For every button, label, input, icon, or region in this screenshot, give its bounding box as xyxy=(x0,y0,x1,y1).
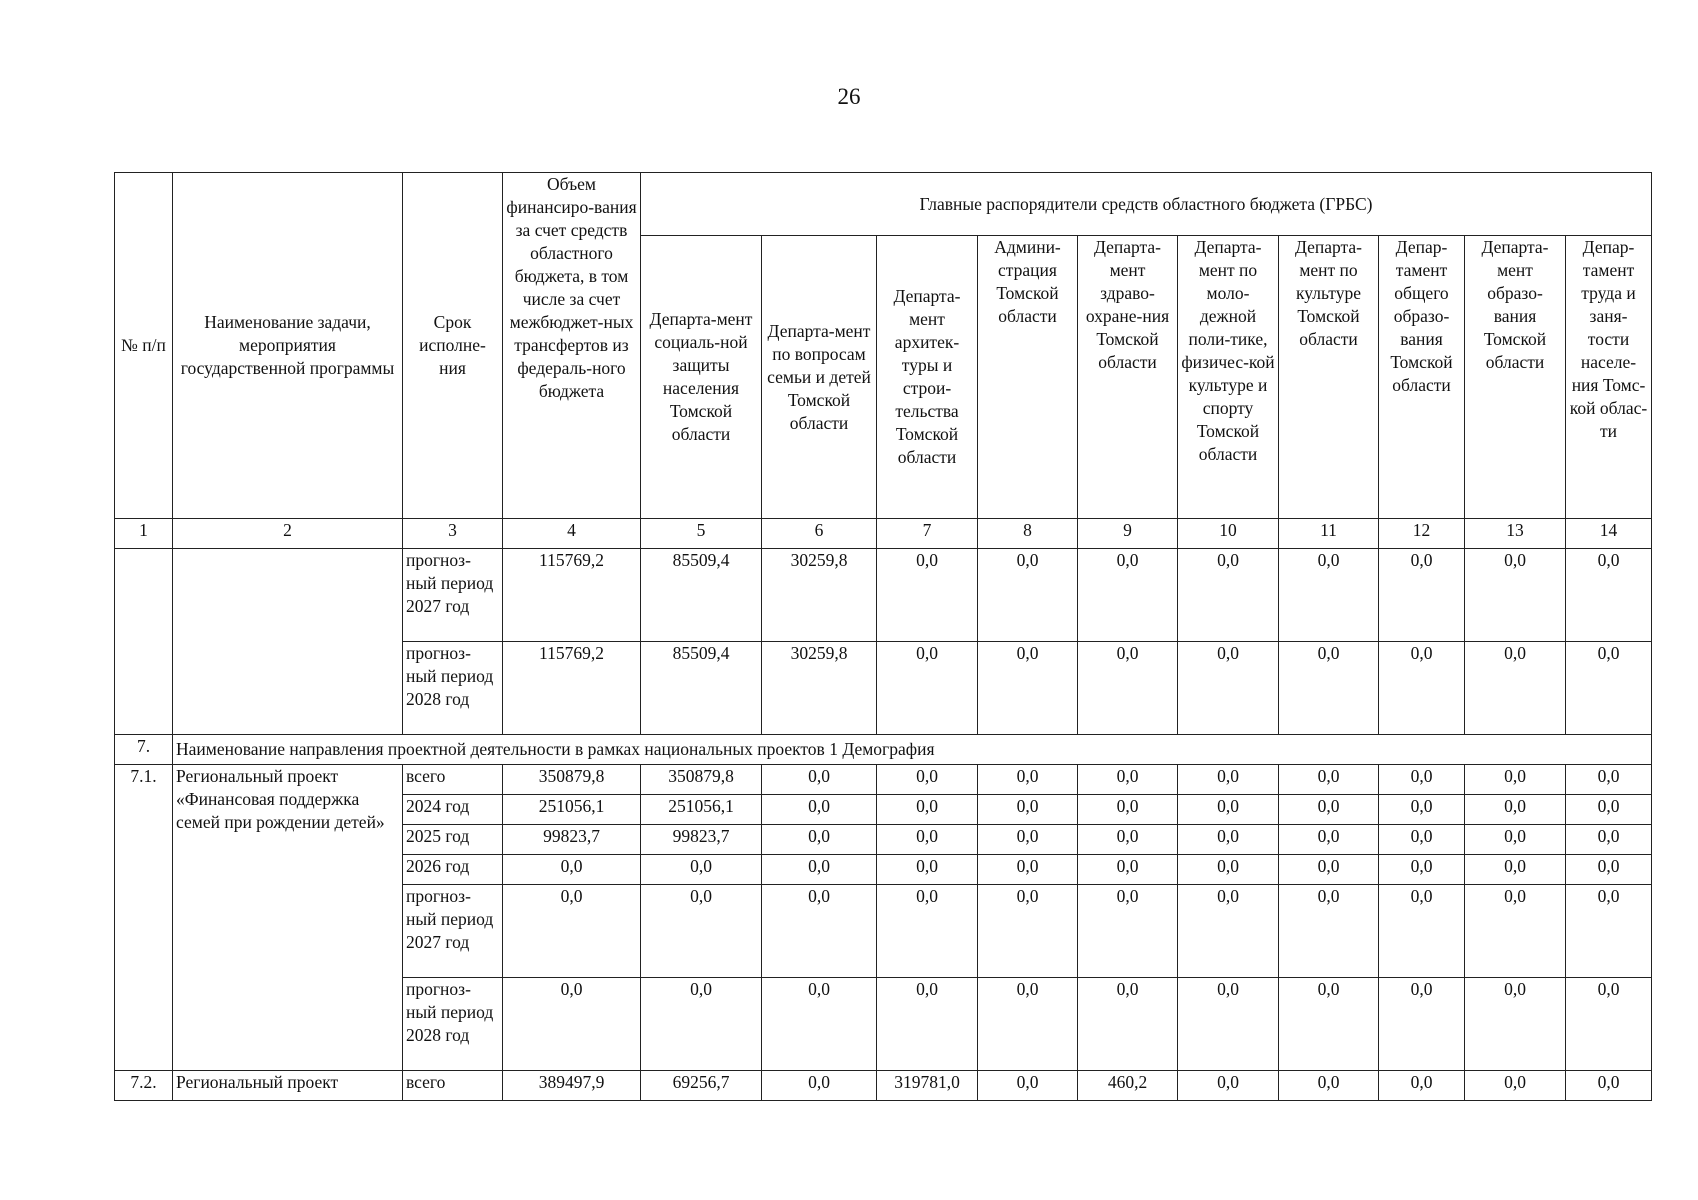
value-cell: 69256,7 xyxy=(641,1071,762,1101)
value-cell: 0,0 xyxy=(1379,795,1465,825)
column-number: 11 xyxy=(1279,519,1379,549)
table-row xyxy=(115,549,1652,642)
value-cell: 0,0 xyxy=(1078,855,1178,885)
value-cell: 0,0 xyxy=(978,642,1078,735)
column-number: 8 xyxy=(978,519,1078,549)
value-cell: 30259,8 xyxy=(762,549,877,642)
value-cell: 0,0 xyxy=(978,795,1078,825)
header-volume: Объем финансиро-вания за счет средств областного бюджета, в том числе за счет межбюджет-ных трансфертов из федераль-ного бюджета xyxy=(503,173,641,519)
value-cell: 0,0 xyxy=(1465,765,1566,795)
value-cell: 0,0 xyxy=(641,885,762,978)
value-cell: 0,0 xyxy=(877,885,978,978)
header-dept: Департа-мент по вопросам семьи и детей Томской области xyxy=(762,236,877,519)
value-cell: 99823,7 xyxy=(503,825,641,855)
value-cell: 0,0 xyxy=(1379,885,1465,978)
column-number: 6 xyxy=(762,519,877,549)
value-cell: 0,0 xyxy=(1178,885,1279,978)
value-cell: 0,0 xyxy=(1566,765,1652,795)
page-number: 26 xyxy=(837,84,861,109)
value-cell: 0,0 xyxy=(641,855,762,885)
header-num: № п/п xyxy=(115,173,173,519)
value-cell: 0,0 xyxy=(877,855,978,885)
value-cell: 0,0 xyxy=(641,978,762,1071)
value-cell: 0,0 xyxy=(1465,825,1566,855)
value-cell: 0,0 xyxy=(1379,825,1465,855)
value-cell: 0,0 xyxy=(1465,978,1566,1071)
value-cell: 0,0 xyxy=(1078,795,1178,825)
value-cell: 115769,2 xyxy=(503,549,641,642)
row-term: 2026 год xyxy=(403,855,503,885)
value-cell: 0,0 xyxy=(503,978,641,1071)
value-cell: 0,0 xyxy=(1279,795,1379,825)
section-title: Наименование направления проектной деятельности в рамках национальных проектов 1 Демография xyxy=(173,735,1652,765)
value-cell: 0,0 xyxy=(978,765,1078,795)
value-cell: 0,0 xyxy=(762,855,877,885)
value-cell: 0,0 xyxy=(1078,642,1178,735)
section-row xyxy=(115,735,1652,765)
row-term: прогноз-ный период 2027 год xyxy=(403,885,503,978)
value-cell: 0,0 xyxy=(762,885,877,978)
header-dept: Департа-мент по моло-дежной поли-тике, физичес-кой культуре и спорту Томской области xyxy=(1178,236,1279,519)
value-cell: 0,0 xyxy=(762,795,877,825)
header-dept: Департа-мент социаль-ной защиты населения Томской области xyxy=(641,236,762,519)
header-dept: Админи-страция Томской области xyxy=(978,236,1078,519)
value-cell: 0,0 xyxy=(1379,642,1465,735)
header-dept: Департа-мент по культуре Томской области xyxy=(1279,236,1379,519)
value-cell: 0,0 xyxy=(1178,855,1279,885)
value-cell: 0,0 xyxy=(762,978,877,1071)
value-cell: 115769,2 xyxy=(503,642,641,735)
value-cell: 0,0 xyxy=(978,1071,1078,1101)
table-row xyxy=(115,1071,1652,1101)
value-cell: 0,0 xyxy=(978,978,1078,1071)
value-cell: 99823,7 xyxy=(641,825,762,855)
row-term: прогноз-ный период 2028 год xyxy=(403,978,503,1071)
row-term: всего xyxy=(403,765,503,795)
value-cell: 0,0 xyxy=(1465,855,1566,885)
value-cell: 350879,8 xyxy=(503,765,641,795)
row-name: Региональный проект xyxy=(173,1071,403,1101)
value-cell: 0,0 xyxy=(1379,978,1465,1071)
value-cell: 0,0 xyxy=(762,765,877,795)
value-cell: 0,0 xyxy=(1279,642,1379,735)
value-cell: 0,0 xyxy=(503,885,641,978)
value-cell: 0,0 xyxy=(1078,825,1178,855)
value-cell: 0,0 xyxy=(1379,549,1465,642)
value-cell: 0,0 xyxy=(1178,1071,1279,1101)
value-cell: 0,0 xyxy=(1465,642,1566,735)
value-cell: 0,0 xyxy=(877,795,978,825)
value-cell: 0,0 xyxy=(1279,1071,1379,1101)
value-cell: 0,0 xyxy=(1078,885,1178,978)
value-cell: 0,0 xyxy=(978,885,1078,978)
value-cell: 0,0 xyxy=(877,825,978,855)
budget-table xyxy=(114,172,1652,1101)
value-cell: 0,0 xyxy=(1566,1071,1652,1101)
row-number: 7.2. xyxy=(115,1071,173,1101)
header-dept: Депар-тамент общего образо-вания Томской области xyxy=(1379,236,1465,519)
row-term: всего xyxy=(403,1071,503,1101)
value-cell: 0,0 xyxy=(877,549,978,642)
header-dept: Департа-мент образо-вания Томской области xyxy=(1465,236,1566,519)
value-cell: 251056,1 xyxy=(503,795,641,825)
column-number: 12 xyxy=(1379,519,1465,549)
header-dept: Департа-мент архитек-туры и строи-тельства Томской области xyxy=(877,236,978,519)
value-cell: 319781,0 xyxy=(877,1071,978,1101)
value-cell: 0,0 xyxy=(1566,825,1652,855)
header-term: Срок исполне-ния xyxy=(403,173,503,519)
value-cell: 0,0 xyxy=(762,825,877,855)
header-row-1 xyxy=(115,173,1652,236)
value-cell: 0,0 xyxy=(1078,765,1178,795)
row-term: прогноз-ный период 2027 год xyxy=(403,549,503,642)
row-name xyxy=(173,549,403,735)
value-cell: 0,0 xyxy=(1566,885,1652,978)
column-number: 2 xyxy=(173,519,403,549)
value-cell: 0,0 xyxy=(1078,978,1178,1071)
value-cell: 0,0 xyxy=(877,978,978,1071)
value-cell: 0,0 xyxy=(1279,549,1379,642)
value-cell: 0,0 xyxy=(1178,549,1279,642)
value-cell: 0,0 xyxy=(1465,885,1566,978)
value-cell: 0,0 xyxy=(877,642,978,735)
value-cell: 0,0 xyxy=(1178,978,1279,1071)
value-cell: 0,0 xyxy=(1465,1071,1566,1101)
value-cell: 30259,8 xyxy=(762,642,877,735)
column-number-row xyxy=(115,519,1652,549)
value-cell: 251056,1 xyxy=(641,795,762,825)
value-cell: 0,0 xyxy=(1279,978,1379,1071)
value-cell: 85509,4 xyxy=(641,549,762,642)
row-term: 2025 год xyxy=(403,825,503,855)
value-cell: 0,0 xyxy=(1178,795,1279,825)
value-cell: 0,0 xyxy=(1379,1071,1465,1101)
value-cell: 0,0 xyxy=(1279,885,1379,978)
value-cell: 85509,4 xyxy=(641,642,762,735)
value-cell: 0,0 xyxy=(1379,765,1465,795)
section-number: 7. xyxy=(115,735,173,765)
row-number: 7.1. xyxy=(115,765,173,1071)
value-cell: 0,0 xyxy=(978,549,1078,642)
value-cell: 350879,8 xyxy=(641,765,762,795)
value-cell: 0,0 xyxy=(1279,765,1379,795)
header-name: Наименование задачи, мероприятия государственной программы xyxy=(173,173,403,519)
column-number: 3 xyxy=(403,519,503,549)
value-cell: 460,2 xyxy=(1078,1071,1178,1101)
row-number xyxy=(115,549,173,735)
header-dept: Департа-мент здраво-охране-ния Томской области xyxy=(1078,236,1178,519)
value-cell: 0,0 xyxy=(762,1071,877,1101)
column-number: 9 xyxy=(1078,519,1178,549)
value-cell: 0,0 xyxy=(1279,825,1379,855)
column-number: 13 xyxy=(1465,519,1566,549)
value-cell: 0,0 xyxy=(1566,549,1652,642)
column-number: 4 xyxy=(503,519,641,549)
value-cell: 0,0 xyxy=(1566,642,1652,735)
row-term: прогноз-ный период 2028 год xyxy=(403,642,503,735)
value-cell: 0,0 xyxy=(1178,642,1279,735)
value-cell: 0,0 xyxy=(877,765,978,795)
value-cell: 0,0 xyxy=(978,825,1078,855)
value-cell: 0,0 xyxy=(503,855,641,885)
column-number: 14 xyxy=(1566,519,1652,549)
value-cell: 0,0 xyxy=(1178,825,1279,855)
value-cell: 0,0 xyxy=(1465,795,1566,825)
column-number: 10 xyxy=(1178,519,1279,549)
header-dept: Депар-тамент труда и заня-тости населе-ния Томс-кой облас-ти xyxy=(1566,236,1652,519)
row-name: Региональный проект «Финансовая поддержка семей при рождении детей» xyxy=(173,765,403,1071)
value-cell: 0,0 xyxy=(1078,549,1178,642)
value-cell: 0,0 xyxy=(1465,549,1566,642)
table-row xyxy=(115,765,1652,795)
column-number: 5 xyxy=(641,519,762,549)
row-term: 2024 год xyxy=(403,795,503,825)
value-cell: 0,0 xyxy=(1566,795,1652,825)
value-cell: 0,0 xyxy=(1566,855,1652,885)
value-cell: 0,0 xyxy=(1566,978,1652,1071)
header-grbs: Главные распорядители средств областного бюджета (ГРБС) xyxy=(641,173,1652,236)
column-number: 7 xyxy=(877,519,978,549)
value-cell: 389497,9 xyxy=(503,1071,641,1101)
value-cell: 0,0 xyxy=(978,855,1078,885)
value-cell: 0,0 xyxy=(1279,855,1379,885)
column-number: 1 xyxy=(115,519,173,549)
value-cell: 0,0 xyxy=(1379,855,1465,885)
value-cell: 0,0 xyxy=(1178,765,1279,795)
